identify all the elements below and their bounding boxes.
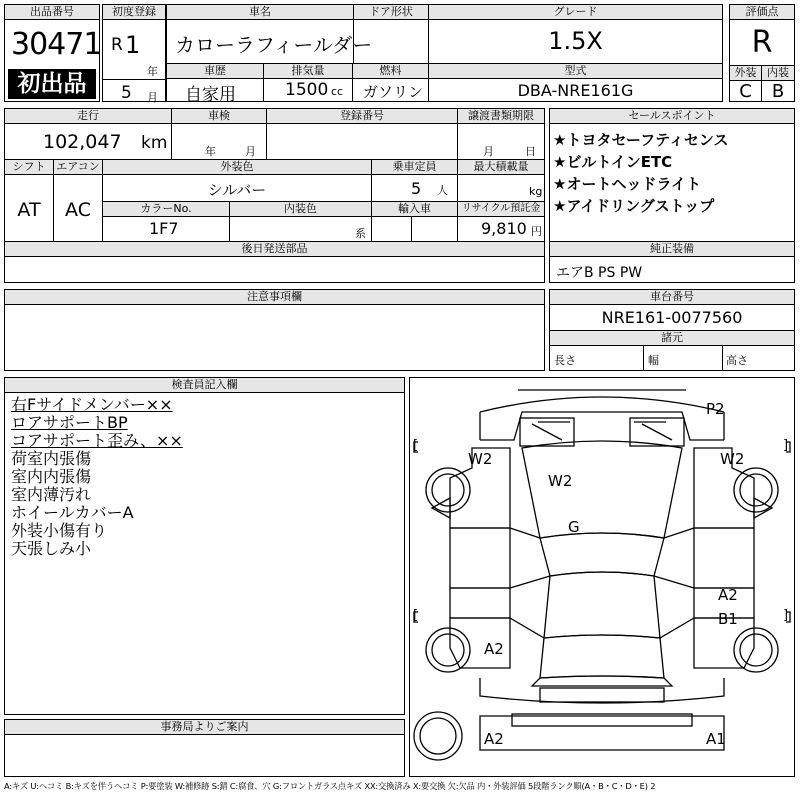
lot-box — [4, 4, 100, 102]
office-box — [4, 719, 405, 777]
recycle-fee: 9,810 — [481, 219, 527, 238]
sales-points-box — [549, 108, 795, 242]
bracket-right-rear: ] — [783, 608, 789, 623]
office-header: 事務局よりご案内 — [5, 720, 404, 735]
first-listing-badge — [8, 69, 96, 99]
shift-header: シフト — [5, 160, 53, 175]
lot-number-header: 出品番号 — [5, 5, 99, 20]
mark-a1: A1 — [706, 730, 726, 748]
fuel-header: 燃料 — [353, 64, 428, 79]
details-box — [4, 108, 545, 242]
sales-points-header: セールスポイント — [550, 109, 794, 124]
mileage-unit: km — [141, 133, 168, 153]
first-reg-month-unit: 月 — [147, 91, 158, 104]
notes-header: 注意事項欄 — [5, 290, 544, 305]
length-label: 長さ — [554, 354, 576, 367]
seats-unit: 人 — [437, 184, 448, 197]
inspector-line-8: 外装小傷有り — [11, 521, 108, 540]
mark-p2: P2 — [706, 400, 725, 418]
first-listing-label: 初出品 — [17, 71, 87, 97]
max-load-header: 最大積載量 — [458, 160, 544, 175]
fuel: ガソリン — [363, 83, 424, 101]
score-box — [729, 4, 795, 102]
equipment-text: エアB PS PW — [556, 265, 643, 281]
mark-w2-right: W2 — [720, 450, 745, 468]
mark-a2-left: A2 — [484, 640, 504, 658]
mark-w2-left: W2 — [468, 450, 493, 468]
inspection-year-unit: 年 — [205, 145, 216, 158]
legend: A:キズ U:ヘコミ B:キズを伴うヘコミ P:要塗装 W:補修跡 S:錆 C:腐食、穴 G:フロントガラス点キズ XX:交換済み X:要交換 欠:欠品 内・外装評価 5段階ランク順(A・B・C・D・E) 2 — [4, 781, 656, 791]
height-label: 高さ — [726, 354, 748, 367]
first-reg-month: 5 — [121, 83, 132, 103]
sales-point-1: ★トヨタセーフティセンス — [553, 131, 729, 149]
first-reg-year-unit: 年 — [147, 65, 158, 78]
int-color-unit: 系 — [355, 227, 366, 240]
displacement-header: 排気量 — [264, 64, 352, 79]
mark-w2-hood: W2 — [548, 472, 573, 490]
import-header: 輸入車 — [372, 202, 457, 217]
score-header: 評価点 — [730, 5, 794, 20]
transfer-day-unit: 日 — [525, 145, 536, 158]
inspector-line-6: 室内薄汚れ — [11, 485, 92, 504]
seats: 5 — [411, 179, 422, 198]
color-no: 1F7 — [149, 219, 179, 238]
first-reg-era: R — [111, 35, 123, 55]
car-name: カローラフィールダー — [175, 33, 373, 57]
mileage: 102,047 — [43, 131, 122, 153]
displacement-unit: cc — [331, 85, 344, 98]
mark-g: G — [568, 518, 580, 536]
car-outline — [410, 378, 794, 776]
interior-header: 内装 — [762, 66, 794, 81]
inspector-line-7: ホイールカバーA — [11, 503, 134, 522]
first-registration-box — [102, 4, 166, 102]
mark-a2-right: A2 — [718, 586, 738, 604]
inspector-lines — [11, 396, 183, 558]
chassis-box — [549, 289, 795, 371]
dimensions-header: 諸元 — [550, 331, 794, 346]
ext-color-header: 外装色 — [103, 160, 371, 175]
sales-point-3: ★オートヘッドライト — [553, 175, 701, 193]
score-value: R — [751, 25, 773, 60]
aircon: AC — [65, 199, 91, 221]
shift: AT — [17, 199, 41, 221]
plate-header: 登録番号 — [267, 109, 457, 124]
bracket-right-front: ] — [783, 438, 789, 453]
vehicle-info-box — [166, 4, 723, 105]
inspector-line-3: コアサポート歪み、×× — [11, 431, 183, 450]
inspector-line-5: 室内内張傷 — [11, 467, 92, 486]
chassis-header: 車台番号 — [550, 290, 794, 305]
sales-point-2: ★ビルトインETC — [553, 153, 673, 171]
inspector-line-1: 右Fサイドメンバー×× — [11, 395, 173, 414]
inspector-line-9: 天張しみ小 — [11, 539, 92, 558]
later-parts-box — [4, 241, 545, 283]
ext-color: シルバー — [207, 181, 267, 199]
sales-point-4: ★アイドリングストップ — [553, 197, 715, 215]
history-header: 車歴 — [167, 64, 263, 79]
interior-grade: B — [771, 81, 785, 102]
car-name-header: 車名 — [167, 5, 353, 20]
equipment-box — [549, 241, 795, 283]
door-header: ドア形状 — [354, 5, 428, 20]
car-diagram — [409, 377, 795, 777]
mark-a2-rear: A2 — [484, 730, 504, 748]
displacement: 1500 — [285, 80, 329, 100]
recycle-header: リサイクル預託金 — [458, 202, 544, 217]
later-parts-header: 後日発送部品 — [5, 242, 544, 257]
equipment-header: 純正装備 — [550, 242, 794, 257]
inspection-month-unit: 月 — [245, 145, 256, 158]
model-header: 型式 — [429, 64, 722, 79]
exterior-grade: C — [739, 81, 752, 102]
seats-header: 乗車定員 — [372, 160, 457, 175]
lot-number: 30471 — [11, 27, 102, 62]
model: DBA-NRE161G — [517, 81, 634, 100]
bracket-left-rear: [ — [413, 608, 419, 623]
notes-box — [4, 289, 545, 371]
grade: 1.5X — [548, 27, 603, 55]
mark-b1: B1 — [718, 610, 738, 628]
aircon-header: エアコン — [54, 160, 102, 175]
inspector-header: 検査員記入欄 — [5, 378, 404, 393]
max-load-unit: kg — [529, 185, 543, 198]
int-color-header: 内装色 — [230, 202, 371, 217]
inspector-line-4: 荷室内張傷 — [11, 449, 92, 468]
transfer-header: 譲渡書類期限 — [458, 109, 544, 124]
first-reg-header: 初度登録 — [103, 5, 165, 20]
history: 自家用 — [185, 85, 236, 105]
chassis-number: NRE161-0077560 — [601, 308, 743, 327]
color-no-header: カラーNo. — [103, 202, 229, 217]
inspection-header: 車検 — [172, 109, 266, 124]
inspector-box — [4, 377, 405, 715]
first-reg-year: 1 — [125, 31, 141, 59]
recycle-unit: 円 — [531, 225, 542, 238]
exterior-header: 外装 — [730, 66, 761, 81]
mileage-header: 走行 — [5, 109, 171, 124]
width-label: 幅 — [648, 354, 659, 367]
inspector-line-2: ロアサポートBP — [11, 413, 128, 432]
grade-header: グレード — [429, 5, 722, 20]
bracket-left-front: [ — [413, 438, 419, 453]
transfer-month-unit: 月 — [483, 145, 494, 158]
